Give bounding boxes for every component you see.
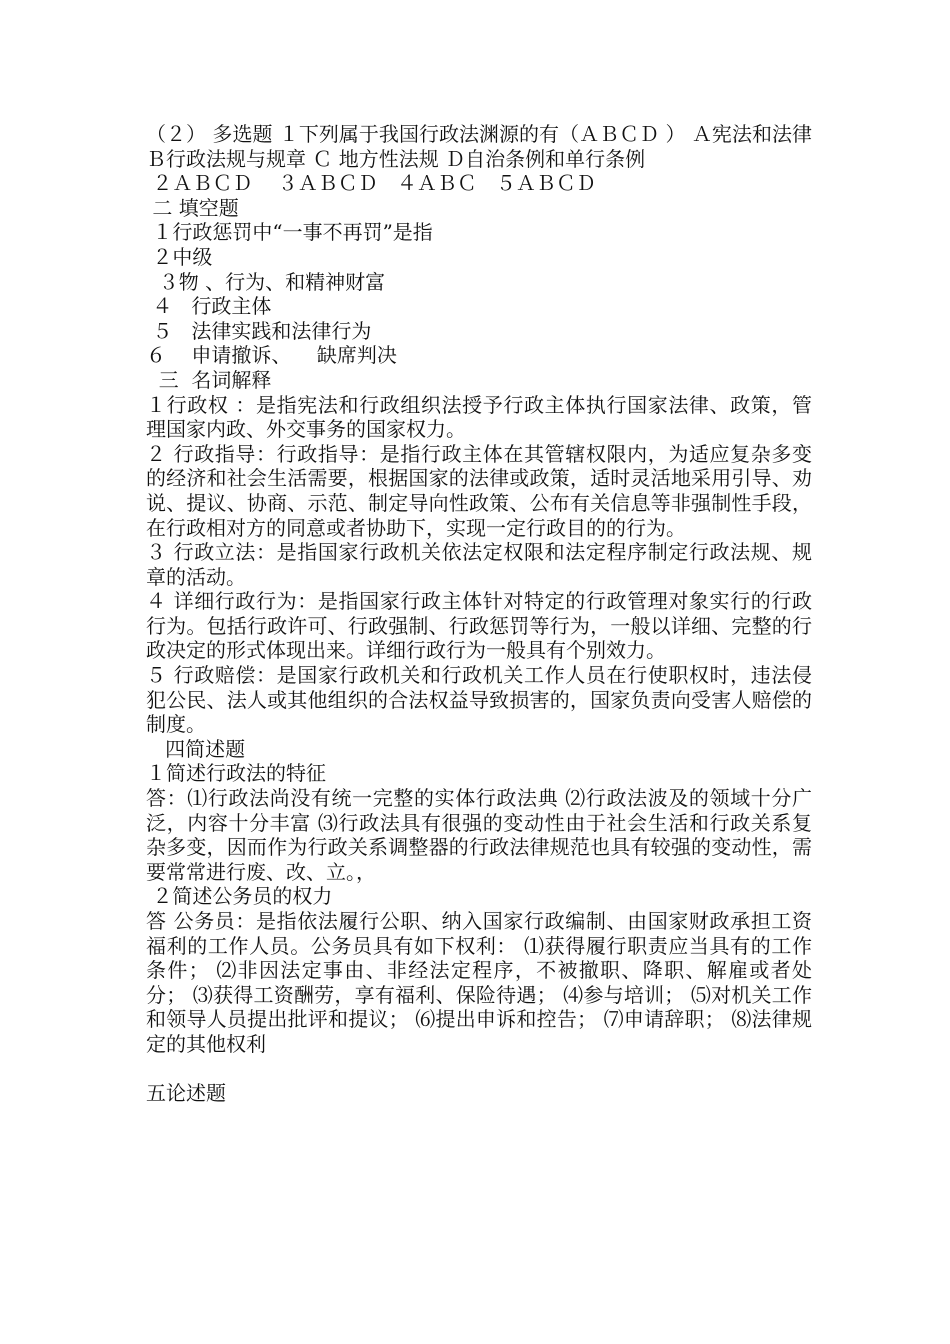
term-definition-4: ４ 详细行政行为：是指国家行政主体针对特定的行政管理对象实行的行政行为。包括行政许可、行政强制、行政惩罚等行为，一般以详细、完整的行政决定的形式体现出来。详细行政行为一般具有个别效力。	[146, 589, 812, 663]
section-heading-fill-in: 二 填空题	[146, 195, 239, 220]
short-answer-response-2: 答 公务员：是指依法履行公职、纳入国家行政编制、由国家财政承担工资福利的工作人员。公务员具有如下权利： ⑴获得履行职责应当具有的工作条件； ⑵非因法定事由、非经法定程序，不被撤职、降职、解雇或者处分； ⑶获得工资酬劳，享有福利、保险待遇； ⑷参与培训； ⑸对机关工作和领导人员提出批评和提议； ⑹提出申诉和控告； ⑺申请辞职； ⑻法律规定的其他权利	[146, 909, 812, 1056]
section-heading-essay: 五论述题	[146, 1081, 226, 1106]
multiple-choice-answer-1: （２） 多选题 １下列属于我国行政法渊源的有（ＡＢＣＤ ） Ａ宪法和法律 Ｂ行政法规与规章 Ｃ 地方性法规 Ｄ自治条例和单行条例	[146, 122, 812, 171]
fill-in-answer-4: ４ 行政主体	[146, 294, 272, 319]
section-heading-short-answer: 四简述题	[146, 736, 246, 761]
fill-in-answer-5: ５ 法律实践和法律行为	[146, 318, 372, 343]
short-answer-question-1: １简述行政法的特征	[146, 761, 326, 786]
fill-in-answer-3: ３物 、行为、和精神财富	[146, 269, 386, 294]
fill-in-answer-1: １行政惩罚中“一事不再罚”是指	[146, 220, 433, 245]
document-page	[146, 122, 812, 1106]
fill-in-answer-2: ２中级	[146, 244, 213, 269]
multiple-choice-answers-2-5: ２ＡＢＣＤ ３ＡＢＣＤ ４ＡＢＣ ５ＡＢＣＤ	[146, 171, 596, 196]
term-definition-5: ５ 行政赔偿：是国家行政机关和行政机关工作人员在行使职权时，违法侵犯公民、法人或其他组织的合法权益导致损害的，国家负责向受害人赔偿的制度。	[146, 663, 812, 737]
term-definition-2: ２ 行政指导：行政指导：是指行政主体在其管辖权限内，为适应复杂多变的经济和社会生活需要，根据国家的法律或政策，适时灵活地采用引导、劝说、提议、协商、示范、制定导向性政策、公布有关信息等非强制性手段，在行政相对方的同意或者协助下，实现一定行政目的的行为。	[146, 441, 812, 540]
term-definition-1: １行政权 ：是指宪法和行政组织法授予行政主体执行国家法律、政策，管理国家内政、外交事务的国家权力。	[146, 392, 812, 442]
term-definition-3: ３ 行政立法：是指国家行政机关依法定权限和法定程序制定行政法规、规章的活动。	[146, 540, 812, 589]
short-answer-response-1: 答：⑴行政法尚没有统一完整的实体行政法典 ⑵行政法波及的领域十分广泛，内容十分丰富 ⑶行政法具有很强的变动性由于社会生活和行政关系复杂多变，因而作为行政关系调整器的行政法律规范也具有较强的变动性，需要常常进行废、改、立。，	[146, 786, 812, 884]
short-answer-question-2: ２简述公务员的权力	[146, 884, 333, 909]
fill-in-answer-6: ６ 申请撤诉、 缺席判决	[146, 343, 397, 368]
section-heading-terms: 三 名词解释	[146, 367, 272, 392]
